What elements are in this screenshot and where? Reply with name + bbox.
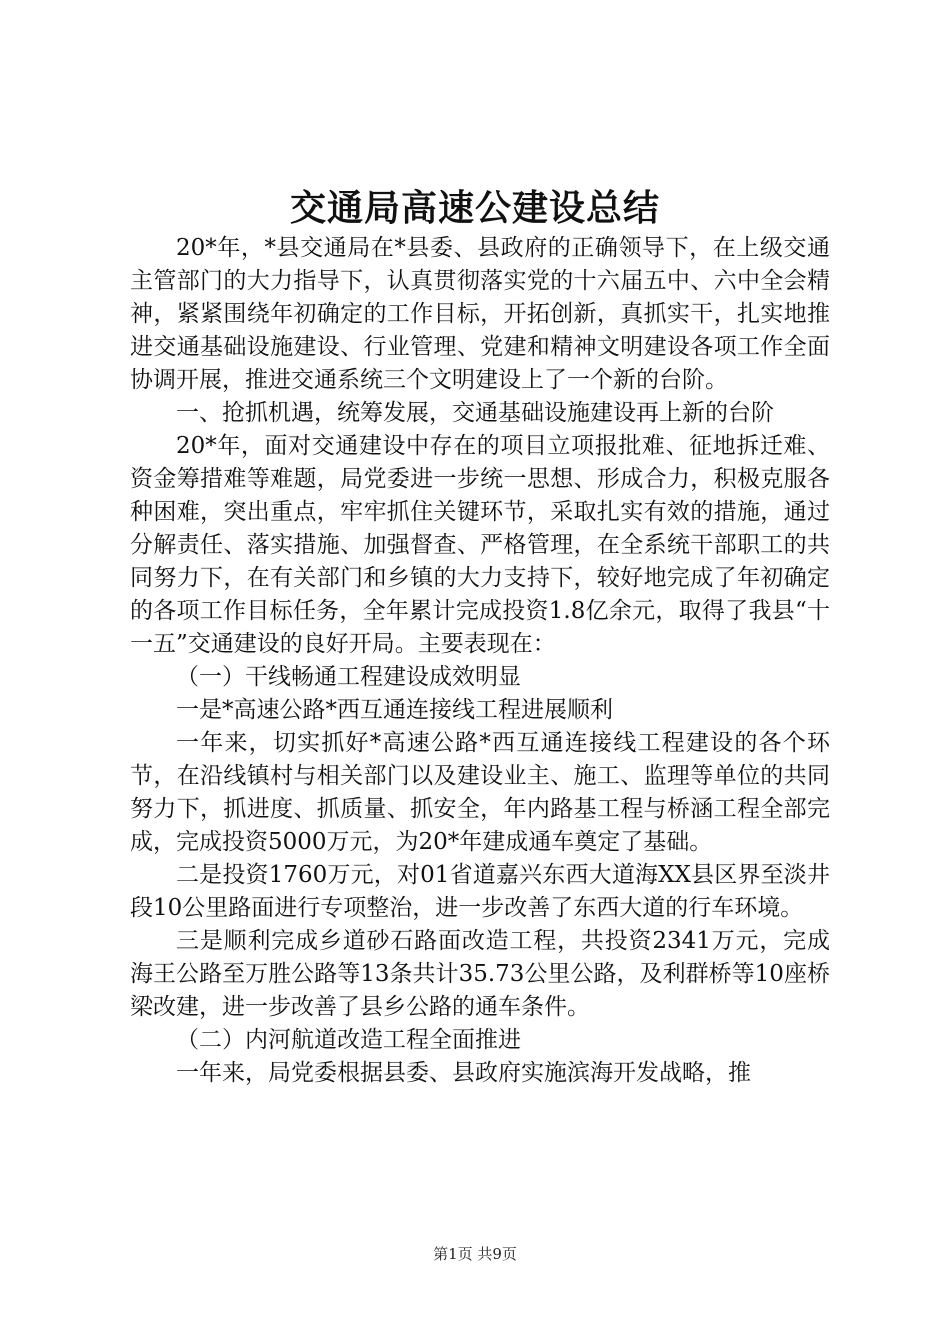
document-body — [130, 232, 830, 1090]
paragraph-item-1: 一年来，切实抓好*高速公路*西互通连接线工程建设的各个环节，在沿线镇村与相关部门以及建设业主、施工、监理等单位的共同努力下，抓进度、抓质量、抓安全，年内路基工程与桥涵工程全部完成，完成投资5000万元，为20*年建成通车奠定了基础。 — [130, 730, 830, 855]
document-title: 交通局高速公建设总结 — [289, 187, 660, 229]
subsection-heading-1: （一）干线畅通工程建设成效明显 — [176, 664, 521, 690]
section-heading-1: 一、抢抓机遇，统筹发展，交通基础设施建设再上新的台阶 — [176, 400, 774, 426]
subsection-heading-2: （二）内河航道改造工程全面推进 — [176, 1027, 521, 1053]
paragraph-intro: 20*年，*县交通局在*县委、县政府的正确领导下，在上级交通主管部门的大力指导下，认真贯彻落实党的十六届五中、六中全会精神，紧紧围绕年初确定的工作目标，开拓创新，真抓实干，扎实地推进交通基础设施建设、行业管理、党建和精神文明建设各项工作全面协调开展，推进交通系统三个文明建设上了一个新的台阶。 — [130, 235, 830, 393]
paragraph-section-1: 20*年，面对交通建设中存在的项目立项报批难、征地拆迁难、资金筹措难等难题，局党委进一步统一思想、形成合力，积极克服各种困难，突出重点，牢牢抓住关键环节，采取扎实有效的措施，通过分解责任、落实措施、加强督查、严格管理，在全系统干部职工的共同努力下，在有关部门和乡镇的大力支持下，较好地完成了年初确定的各项工作目标任务，全年累计完成投资1.8亿余元，取得了我县“十一五”交通建设的良好开局。主要表现在： — [130, 433, 830, 657]
paragraph-item-2: 二是投资1760万元，对01省道嘉兴东西大道海XX县区界至淡井段10公里路面进行专项整治，进一步改善了东西大道的行车环境。 — [130, 862, 830, 921]
item-heading-1: 一是*高速公路*西互通连接线工程进展顺利 — [176, 697, 613, 723]
page-number-footer: 第1页 共9页 — [433, 1245, 517, 1263]
paragraph-item-3: 三是顺利完成乡道砂石路面改造工程，共投资2341万元，完成海王公路至万胜公路等13条共计35.73公里公路，及利群桥等10座桥梁改建，进一步改善了县乡公路的通车条件。 — [130, 928, 830, 1020]
paragraph-subsection-2: 一年来，局党委根据县委、县政府实施滨海开发战略，推 — [176, 1060, 751, 1086]
